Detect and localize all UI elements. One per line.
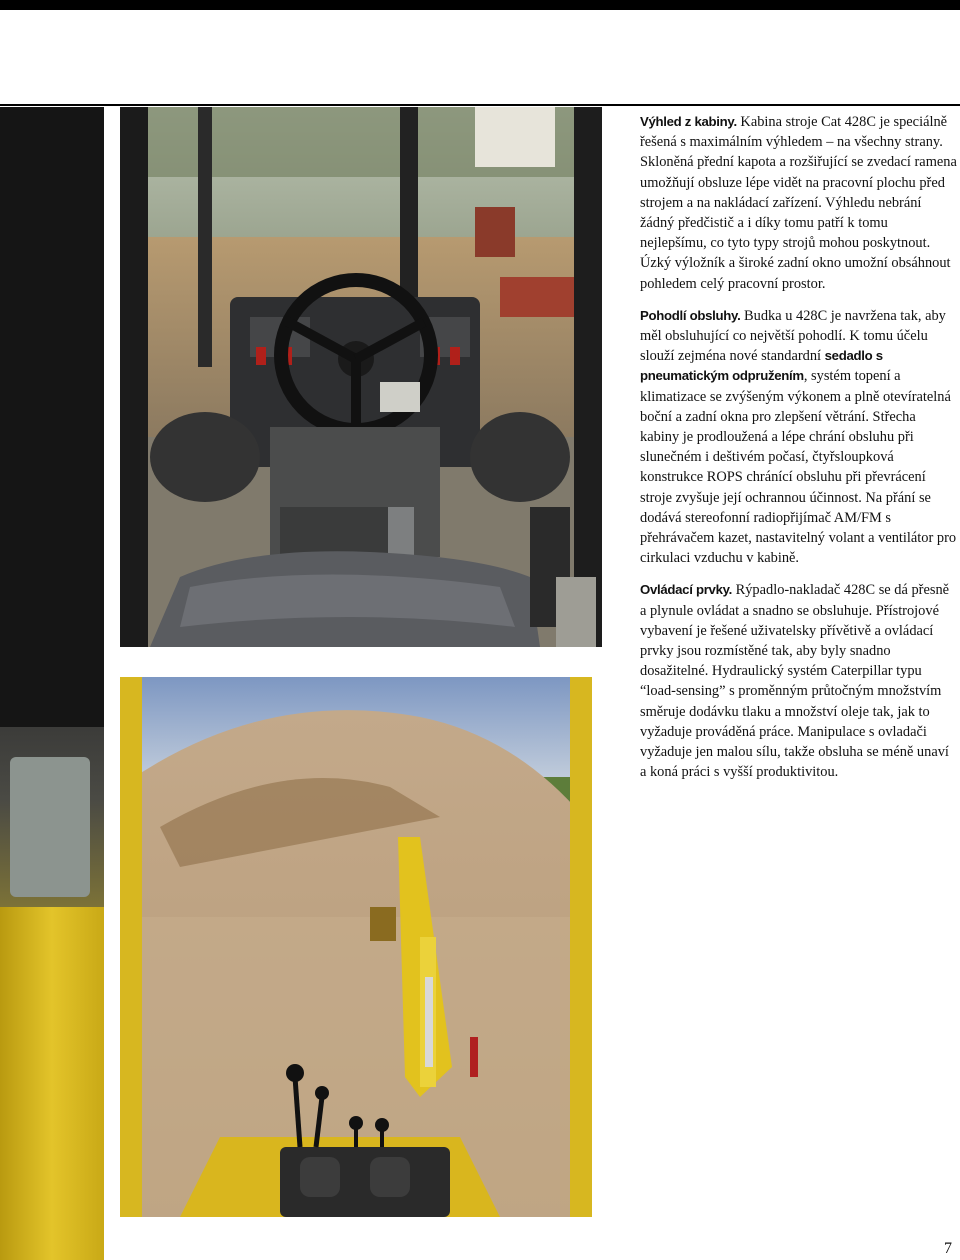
paragraph-heading: Výhled z kabiny.: [640, 114, 737, 129]
top-rule: [0, 0, 960, 10]
paragraph: [640, 306, 958, 569]
cab-panel: [10, 757, 90, 897]
paragraph: [640, 580, 958, 782]
backhoe-view-illustration: [120, 677, 592, 1217]
cab-door-photo: [0, 107, 104, 1260]
cab-door-dark-area: [0, 107, 104, 727]
paragraph-text: Rýpadlo-nakladač 428C se dá přesně a plynule ovládat a snadno se obsluhuje. Přístrojové vybavení je řešené uživatelsky přívětivě a ovládací prvky jsou rozmístěné tak, aby byly snadno dosažitelné. Hydraulický systém Caterpillar typu “load-sensing” s proměnným průtočným množstvím směruje dodávku tlaku a množství oleje tak, jak to vyžaduje prováděná práce. Manipulace s ovladači vyžaduje jen malou sílu, takže obsluha se méně unaví a koná práci s vyšší produktivitou.: [640, 582, 950, 781]
backhoe-boom-photo: [120, 677, 592, 1217]
paragraph: [640, 112, 958, 294]
cab-interior-photo: [120, 107, 602, 647]
cab-yellow-body: [0, 907, 104, 1260]
paragraph-heading: Ovládací prvky.: [640, 582, 733, 598]
cab-interior-illustration: [120, 107, 602, 647]
paragraph-text: Budka u 428C je navržena tak, aby měl obsluhující co největší pohodlí. K tomu účelu slouží zejména nové standardní: [640, 307, 946, 365]
emphasized-text: sedadlo s pneumatickým odpružením: [640, 348, 883, 384]
body-text-column: [640, 112, 958, 795]
paragraph-text: Kabina stroje Cat 428C je speciálně řešená s maximálním výhledem – na všechny strany. Skloněná přední kapota a rozšiřující se zvedací ramena umožňují obsluze lépe vidět na pracovní plochu před strojem a na nakládací zařízení. Výhledu nebrání žádný předčistič a i díky tomu patří k tomu nejlepšímu, co tyto typy strojů mohou poskytnout. Úzký výložník a široké zadní okno umožní obsáhnout pohledem celý pracovní prostor.: [640, 114, 957, 292]
paragraph-text: , systém topení a klimatizace se zvýšeným výkonem a plně otevíratelná boční a zadní okna pro zlepšení větrání. Střecha kabiny je prodloužená a lépe chrání obsluhu při slunečném i deštivém počasí, čtyřsloupková konstrukce ROPS chránící obsluhu při převrácení stroje zvyšuje její ochrannou účinnost. Na přání se dodává stereofonní radiopřijímač AM/FM s přehrávačem kazet, nastavitelný volant a ventilátor pro cirkulaci vzduchu v kabině.: [640, 368, 957, 567]
paragraph-heading: Pohodlí obsluhy.: [640, 307, 741, 323]
page-number: 7: [944, 1240, 952, 1257]
header-divider: [0, 104, 960, 106]
